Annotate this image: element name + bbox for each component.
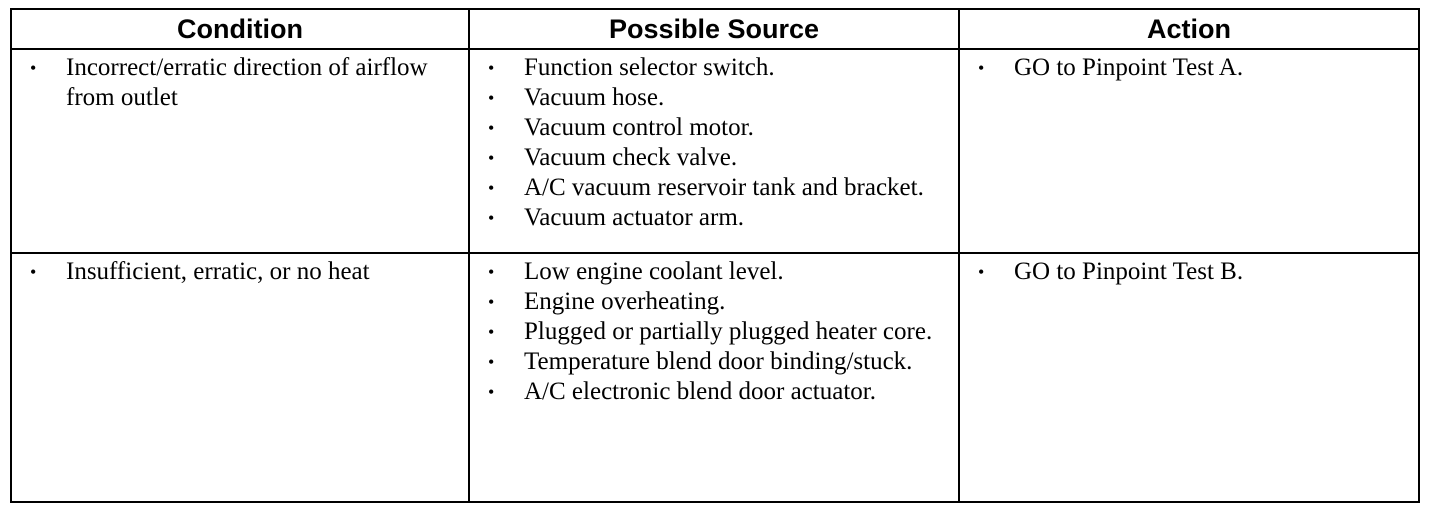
possible-source-cell — [469, 253, 959, 502]
bullet-icon: • — [488, 292, 495, 312]
action-text: GO to Pinpoint Test A. — [1014, 54, 1244, 81]
source-text: Function selector switch. — [524, 54, 775, 81]
bullet-icon: • — [488, 88, 495, 108]
condition-cell — [11, 253, 469, 502]
list-item — [488, 143, 948, 173]
action-cell — [959, 253, 1419, 502]
source-text: Temperature blend door binding/stuck. — [524, 348, 913, 375]
source-text: Engine overheating. — [524, 288, 726, 315]
action-header: Action — [959, 9, 1419, 49]
source-text: Vacuum hose. — [524, 84, 665, 111]
bullet-icon: • — [488, 118, 495, 138]
possible-source-cell — [469, 49, 959, 253]
list-item — [488, 173, 948, 203]
header-row — [11, 9, 1419, 49]
condition-text: Incorrect/erratic direction of airflow from outlet — [66, 54, 428, 111]
list-item — [488, 287, 948, 317]
bullet-icon: • — [488, 148, 495, 168]
bullet-icon: • — [488, 208, 495, 228]
bullet-icon: • — [978, 262, 985, 282]
source-text: A/C electronic blend door actuator. — [524, 378, 876, 405]
list-item — [488, 347, 948, 377]
source-text: Low engine coolant level. — [524, 258, 784, 285]
action-cell — [959, 49, 1419, 253]
table-row — [11, 253, 1419, 502]
source-text: Vacuum check valve. — [524, 144, 738, 171]
condition-text: Insufficient, erratic, or no heat — [66, 258, 370, 285]
bullet-icon: • — [488, 262, 495, 282]
list-item — [488, 53, 948, 83]
bullet-icon: • — [488, 58, 495, 78]
source-text: A/C vacuum reservoir tank and bracket. — [524, 174, 924, 201]
list-item — [30, 257, 458, 287]
list-item — [488, 83, 948, 113]
possible-source-header: Possible Source — [469, 9, 959, 49]
bullet-icon: • — [488, 352, 495, 372]
bullet-icon: • — [488, 322, 495, 342]
condition-cell — [11, 49, 469, 253]
list-item — [488, 113, 948, 143]
diagnosis-table — [10, 8, 1420, 503]
list-item — [488, 377, 948, 407]
table-row — [11, 49, 1419, 253]
source-text: Plugged or partially plugged heater core. — [524, 318, 933, 345]
bullet-icon: • — [30, 58, 37, 78]
bullet-icon: • — [488, 382, 495, 402]
bullet-icon: • — [30, 262, 37, 282]
list-item — [978, 257, 1408, 287]
list-item — [978, 53, 1408, 83]
list-item — [30, 53, 458, 113]
list-item — [488, 317, 948, 347]
bullet-icon: • — [488, 178, 495, 198]
list-item — [488, 203, 948, 233]
action-text: GO to Pinpoint Test B. — [1014, 258, 1244, 285]
source-text: Vacuum control motor. — [524, 114, 754, 141]
bullet-icon: • — [978, 58, 985, 78]
condition-header: Condition — [11, 9, 469, 49]
source-text: Vacuum actuator arm. — [524, 204, 745, 231]
list-item — [488, 257, 948, 287]
